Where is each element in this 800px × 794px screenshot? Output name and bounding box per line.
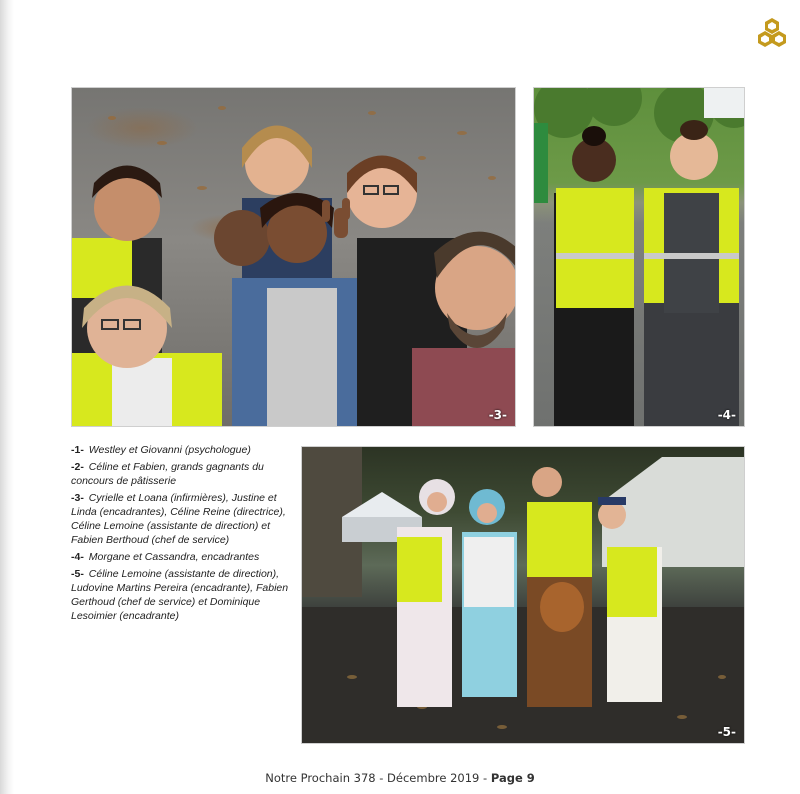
legend-number: -1-	[71, 444, 84, 456]
legend-text: Céline Lemoine (assistante de direction), Ludovine Martins Pereira (encadrante), Fabien Gerthoud (chef de service) et Dominique Lesoimier (encadrante)	[71, 568, 289, 622]
page-binding-edge	[0, 0, 14, 794]
legend-number: -5-	[71, 568, 84, 580]
page-footer	[0, 771, 800, 785]
legend-text: Cyrielle et Loana (infirmières), Justine et Linda (encadrantes), Céline Reine (directrice), Céline Lemoine (assistante de direction) et Fabien Berthoud (chef de service)	[71, 492, 286, 546]
legend-number: -3-	[71, 492, 84, 504]
legend-item	[71, 460, 293, 488]
photo-two-supervisors	[533, 87, 745, 427]
legend-number: -4-	[71, 551, 84, 563]
photo-number-label: -5-	[717, 725, 736, 739]
photo-3-scene	[72, 88, 516, 427]
legend-item	[71, 443, 293, 457]
page-number: Page 9	[490, 771, 535, 785]
photo-4-scene	[534, 88, 745, 427]
photo-selfie-team	[71, 87, 516, 427]
legend-number: -2-	[71, 461, 84, 473]
publication-info: Notre Prochain 378 - Décembre 2019 -	[265, 771, 491, 785]
photo-number-label: -3-	[488, 408, 507, 422]
legend-item	[71, 567, 293, 623]
hexagon-trio-icon	[755, 16, 789, 50]
legend-text: Morgane et Cassandra, encadrantes	[88, 551, 260, 563]
legend-item	[71, 491, 293, 547]
photo-5-scene	[302, 447, 745, 744]
legend-item	[71, 550, 293, 564]
photo-legend	[71, 443, 293, 626]
legend-text: Westley et Giovanni (psychologue)	[88, 444, 251, 456]
photo-costume-group	[301, 446, 745, 744]
legend-text: Céline et Fabien, grands gagnants du concours de pâtisserie	[71, 461, 264, 487]
photo-number-label: -4-	[717, 408, 736, 422]
